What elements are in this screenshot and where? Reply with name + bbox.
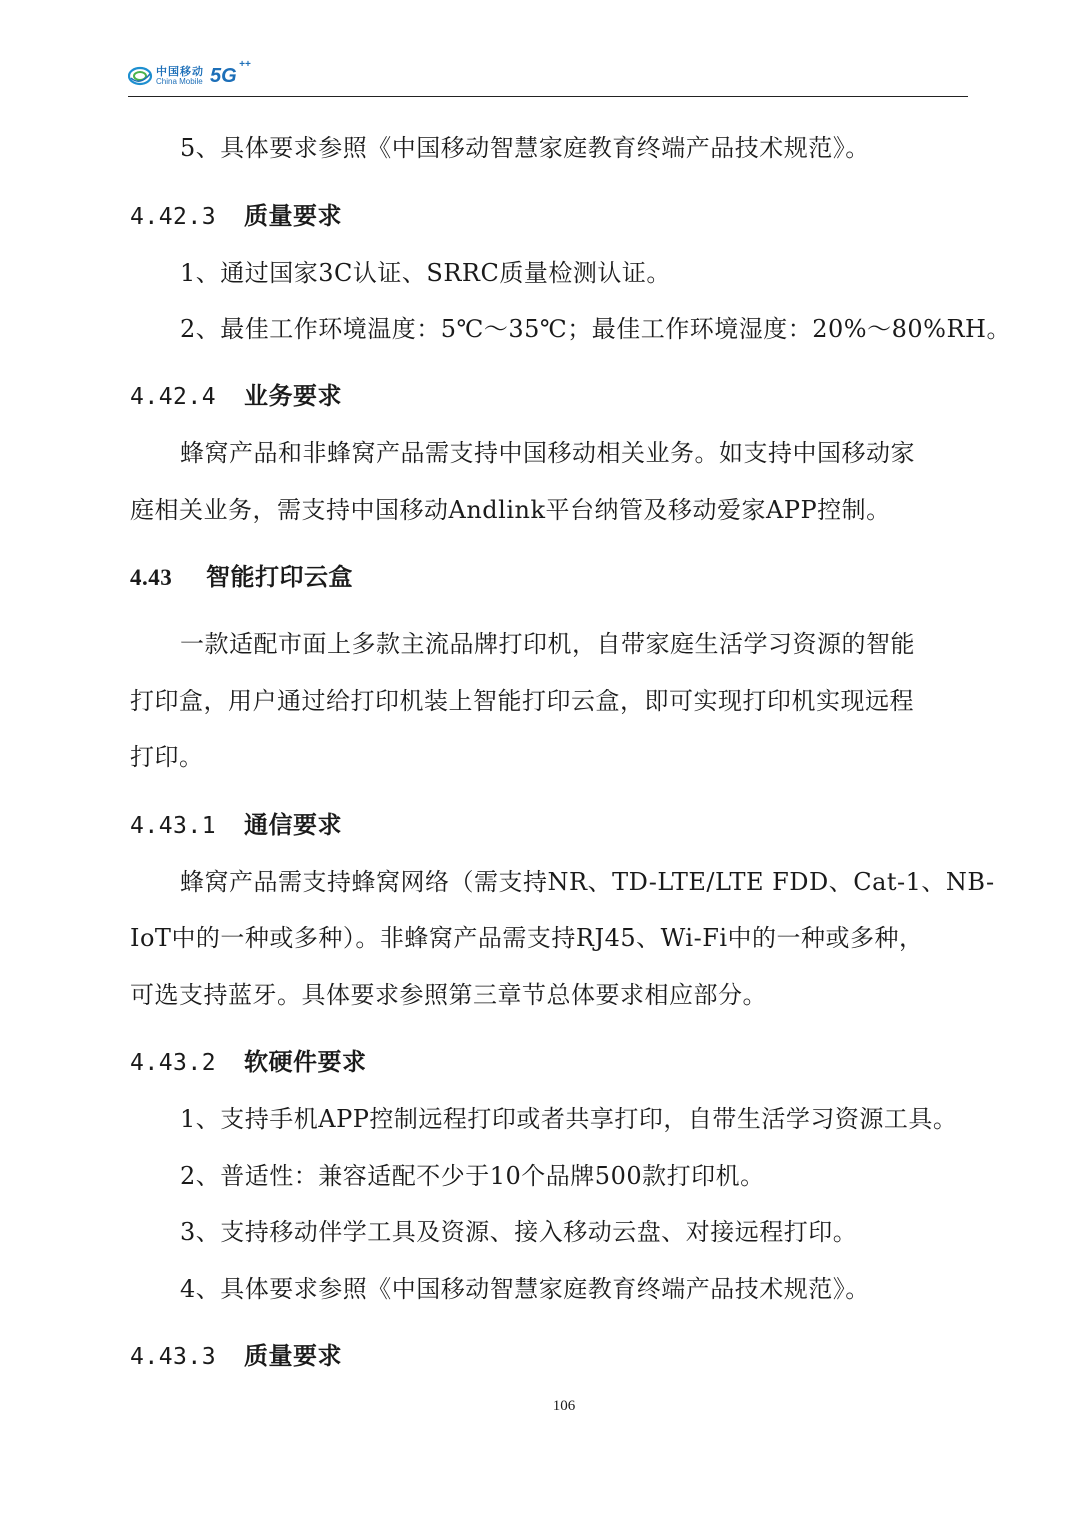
section-title: 质量要求	[244, 201, 342, 230]
paragraph-line: 可选支持蓝牙。具体要求参照第三章节总体要求相应部分。	[130, 981, 767, 1009]
logo-english-text: China Mobile	[156, 77, 203, 86]
section-number: 4.42.4	[130, 384, 217, 410]
section-number: 4.42.3	[130, 204, 217, 230]
paragraph-line: 2、最佳工作环境温度：5℃～35℃；最佳工作环境湿度：20%～80%RH。	[180, 315, 1011, 343]
paragraph-line: 一款适配市面上多款主流品牌打印机，自带家庭生活学习资源的智能	[180, 630, 915, 658]
paragraph-line: 打印。	[130, 743, 204, 771]
section-number: 4.43.3	[130, 1344, 217, 1370]
section-title: 软硬件要求	[244, 1047, 367, 1076]
paragraph-line: IoT中的一种或多种）。非蜂窝产品需支持RJ45、Wi-Fi中的一种或多种，	[130, 924, 924, 952]
section-heading-4-42-3	[130, 196, 342, 231]
section-title: 通信要求	[244, 810, 342, 839]
section-heading-4-43-3	[130, 1336, 342, 1371]
section-title: 业务要求	[244, 381, 342, 410]
section-number: 4.43.1	[130, 813, 217, 839]
section-number: 4.43.2	[130, 1050, 217, 1076]
page-header	[128, 58, 968, 97]
paragraph-line: 5、具体要求参照《中国移动智慧家庭教育终端产品技术规范》。	[180, 134, 870, 162]
china-mobile-swirl-icon	[128, 64, 154, 88]
paragraph-line: 2、普适性：兼容适配不少于10个品牌500款打印机。	[180, 1162, 765, 1190]
section-title: 智能打印云盒	[206, 562, 353, 591]
section-heading-4-42-4	[130, 376, 342, 411]
paragraph-line: 打印盒，用户通过给打印机装上智能打印云盒，即可实现打印机实现远程	[130, 687, 914, 715]
section-title: 质量要求	[244, 1341, 342, 1370]
section-heading-4-43-2	[130, 1042, 367, 1077]
china-mobile-logo	[128, 58, 251, 92]
logo-5g-text: 5G ++	[210, 58, 251, 87]
logo-chinese-text: 中国移动	[156, 65, 204, 78]
section-heading-4-43-1	[130, 805, 342, 840]
paragraph-line: 庭相关业务，需支持中国移动Andlink平台纳管及移动爱家APP控制。	[130, 496, 891, 524]
paragraph-line: 1、通过国家3C认证、SRRC质量检测认证。	[180, 259, 671, 287]
section-number: 4.43	[130, 565, 173, 590]
paragraph-line: 1、支持手机APP控制远程打印或者共享打印，自带生活学习资源工具。	[180, 1105, 958, 1133]
paragraph-line: 4、具体要求参照《中国移动智慧家庭教育终端产品技术规范》。	[180, 1275, 870, 1303]
paragraph-line: 3、支持移动伴学工具及资源、接入移动云盘、对接远程打印。	[180, 1218, 858, 1246]
logo-plus-text: ++	[239, 58, 251, 70]
section-heading-4-43	[130, 557, 353, 592]
paragraph-line: 蜂窝产品需支持蜂窝网络（需支持NR、TD-LTE/LTE FDD、Cat-1、NB-	[180, 868, 995, 896]
page-number: 106	[552, 1398, 576, 1414]
paragraph-line: 蜂窝产品和非蜂窝产品需支持中国移动相关业务。如支持中国移动家	[180, 439, 915, 467]
